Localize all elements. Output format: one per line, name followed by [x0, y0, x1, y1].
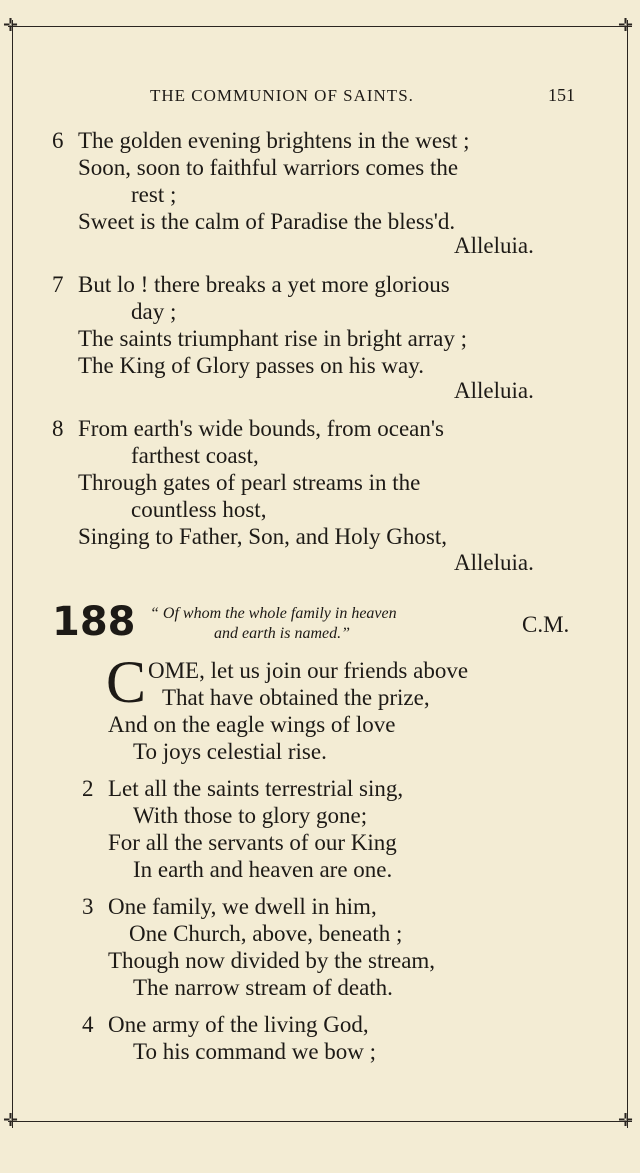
verse-line: Let all the saints terrestrial sing, [108, 776, 404, 801]
verse-line: One family, we dwell in him, [108, 894, 377, 919]
hymn-number: 188 [52, 599, 136, 645]
alleluia-line: Alleluia. [454, 378, 534, 403]
verse-line: OME, let us join our friends above [148, 658, 469, 683]
corner-ornament-top-right: ✛ [618, 15, 634, 36]
verse-line: For all the servants of our King [108, 830, 397, 855]
verse-line: Through gates of pearl streams in the [78, 470, 421, 495]
verse-line: From earth's wide bounds, from ocean's [78, 416, 444, 441]
frame-bottom-rule [8, 1121, 632, 1122]
verse-line: rest ; [131, 182, 177, 207]
corner-ornament-bottom-left: ✛ [3, 1110, 19, 1131]
verse-line: The golden evening brightens in the west ; [78, 128, 470, 153]
hymn-epigraph: and earth is named.” [214, 625, 350, 642]
verse-line: The saints triumphant rise in bright array ; [78, 326, 467, 351]
drop-cap: C [106, 649, 147, 715]
hymn-meter: C.M. [522, 612, 570, 637]
verse-line: countless host, [131, 497, 267, 522]
verse-line: In earth and heaven are one. [133, 857, 393, 882]
verse-line: farthest coast, [131, 443, 259, 468]
corner-ornament-top-left: ✛ [3, 15, 19, 36]
verse-line: Soon, soon to faithful warriors comes the [78, 155, 459, 180]
verse-number: 2 [82, 776, 94, 801]
verse-line: The narrow stream of death. [133, 975, 393, 1000]
verse-line: That have obtained the prize, [162, 685, 430, 710]
verse-number: 7 [52, 272, 64, 297]
verse-line: Sweet is the calm of Paradise the bless'd. [78, 209, 456, 234]
verse-line: One army of the living God, [108, 1012, 369, 1037]
verse-line: day ; [131, 299, 177, 324]
hymn-epigraph: “ Of whom the whole family in heaven [150, 605, 397, 622]
alleluia-line: Alleluia. [454, 550, 534, 575]
corner-ornament-bottom-right: ✛ [618, 1110, 634, 1131]
page-number: 151 [548, 85, 575, 105]
verse-number: 3 [82, 894, 94, 919]
verse-line: Though now divided by the stream, [108, 948, 436, 973]
verse-line: With those to glory gone; [133, 803, 368, 828]
verse-line: The King of Glory passes on his way. [78, 353, 425, 378]
verse-line: To his command we bow ; [133, 1039, 377, 1064]
frame-top-rule [8, 26, 632, 27]
verse-number: 4 [82, 1012, 94, 1037]
running-title: THE COMMUNION OF SAINTS. [150, 86, 414, 105]
verse-line: But lo ! there breaks a yet more glorious [78, 272, 450, 297]
verse-number: 8 [52, 416, 64, 441]
frame-left-rule [12, 20, 13, 1128]
verse-number: 6 [52, 128, 64, 153]
verse-line: And on the eagle wings of love [108, 712, 396, 737]
verse-line: One Church, above, beneath ; [129, 921, 403, 946]
verse-line: Singing to Father, Son, and Holy Ghost, [78, 524, 447, 549]
frame-right-rule [627, 20, 628, 1128]
verse-line: To joys celestial rise. [133, 739, 327, 764]
alleluia-line: Alleluia. [454, 233, 534, 258]
